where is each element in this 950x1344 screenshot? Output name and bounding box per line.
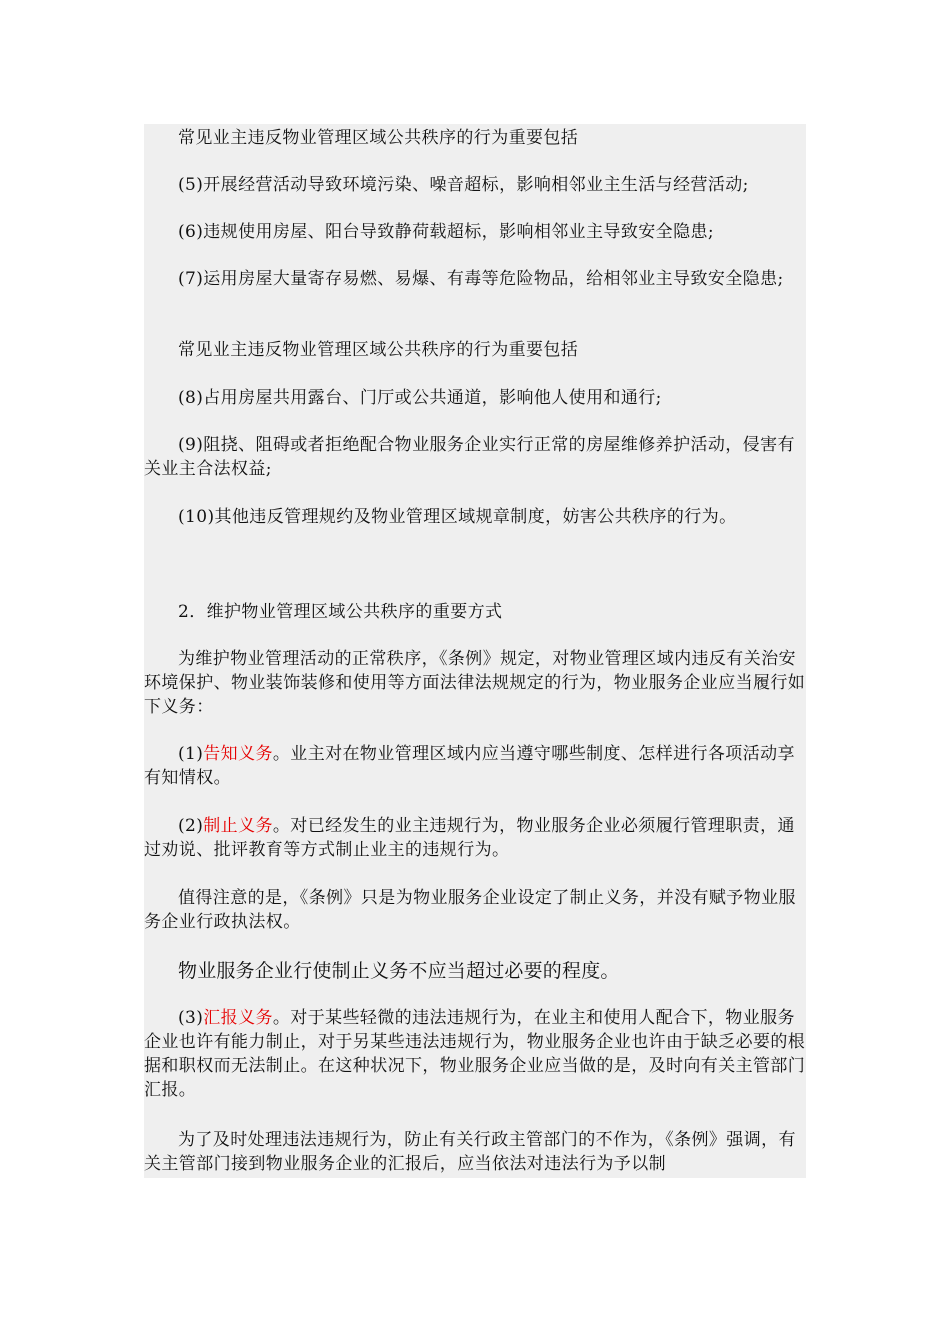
paragraph-note: 值得注意的是，《条例》只是为物业服务企业设定了制止义务，并没有赋予物业服务企业行政执法权。 bbox=[144, 888, 796, 932]
paragraph-item-9: (9)阻挠、阻碍或者拒绝配合物业服务企业实行正常的房屋维修养护活动，侵害有关业主合法权益; bbox=[144, 435, 795, 479]
paragraph-item-5: (5)开展经营活动导致环境污染、噪音超标，影响相邻业主生活与经营活动; bbox=[178, 175, 749, 195]
paragraph-item-8: (8)占用房屋共用露台、门厅或公共通道，影响他人使用和通行; bbox=[178, 388, 662, 408]
duty-3-prefix: (3) bbox=[178, 1008, 204, 1028]
paragraph-regulation-intro: 为维护物业管理活动的正常秩序，《条例》规定，对物业管理区域内违反有关治安环境保护、物业装饰装修和使用等方面法律法规规定的行为，物业服务企业应当履行如下义务： bbox=[144, 649, 806, 717]
paragraph-duty-2 bbox=[144, 814, 806, 862]
duty-1-highlight: 告知义务 bbox=[203, 744, 273, 764]
duty-1-prefix: (1) bbox=[178, 744, 204, 764]
paragraph-duty-3 bbox=[144, 1006, 806, 1102]
paragraph-item-10: (10)其他违反管理规约及物业管理区域规章制度，妨害公共秩序的行为。 bbox=[178, 507, 737, 527]
document-content-area bbox=[144, 124, 806, 1178]
paragraph-intro-2: 常见业主违反物业管理区域公共秩序的行为重要包括 bbox=[178, 340, 579, 360]
section-heading-2: 2．维护物业管理区域公共秩序的重要方式 bbox=[178, 602, 503, 622]
paragraph-item-7: (7)运用房屋大量寄存易燃、易爆、有毒等危险物品，给相邻业主导致安全隐患; bbox=[178, 269, 784, 289]
duty-2-rest: 。对已经发生的业主违规行为，物业服务企业必须履行管理职责，通过劝说、批评教育等方式制止业主的违规行为。 bbox=[144, 816, 795, 860]
paragraph-duty-1 bbox=[144, 742, 806, 790]
paragraph-item-6: (6)违规使用房屋、阳台导致静荷载超标，影响相邻业主导致安全隐患; bbox=[178, 222, 715, 242]
duty-1-rest: 。业主对在物业管理区域内应当遵守哪些制度、怎样进行各项活动享有知情权。 bbox=[144, 744, 795, 788]
duty-3-rest: 。对于某些轻微的违法违规行为，在业主和使用人配合下，物业服务企业也许有能力制止，对于另某些违法违规行为，物业服务企业也许由于缺乏必要的根据和职权而无法制止。在这种状况下，物业服务企业应当做的是，及时向有关主管部门汇报。 bbox=[144, 1008, 806, 1100]
paragraph-intro-1: 常见业主违反物业管理区域公共秩序的行为重要包括 bbox=[178, 128, 579, 148]
duty-2-highlight: 制止义务 bbox=[203, 816, 273, 836]
duty-2-prefix: (2) bbox=[178, 816, 204, 836]
paragraph-conclusion: 为了及时处理违法违规行为，防止有关行政主管部门的不作为，《条例》强调，有关主管部门接到物业服务企业的汇报后，应当依法对违法行为予以制 bbox=[144, 1130, 796, 1174]
duty-3-highlight: 汇报义务 bbox=[203, 1008, 273, 1028]
paragraph-limit: 物业服务企业行使制止义务不应当超过必要的程度。 bbox=[178, 960, 620, 982]
